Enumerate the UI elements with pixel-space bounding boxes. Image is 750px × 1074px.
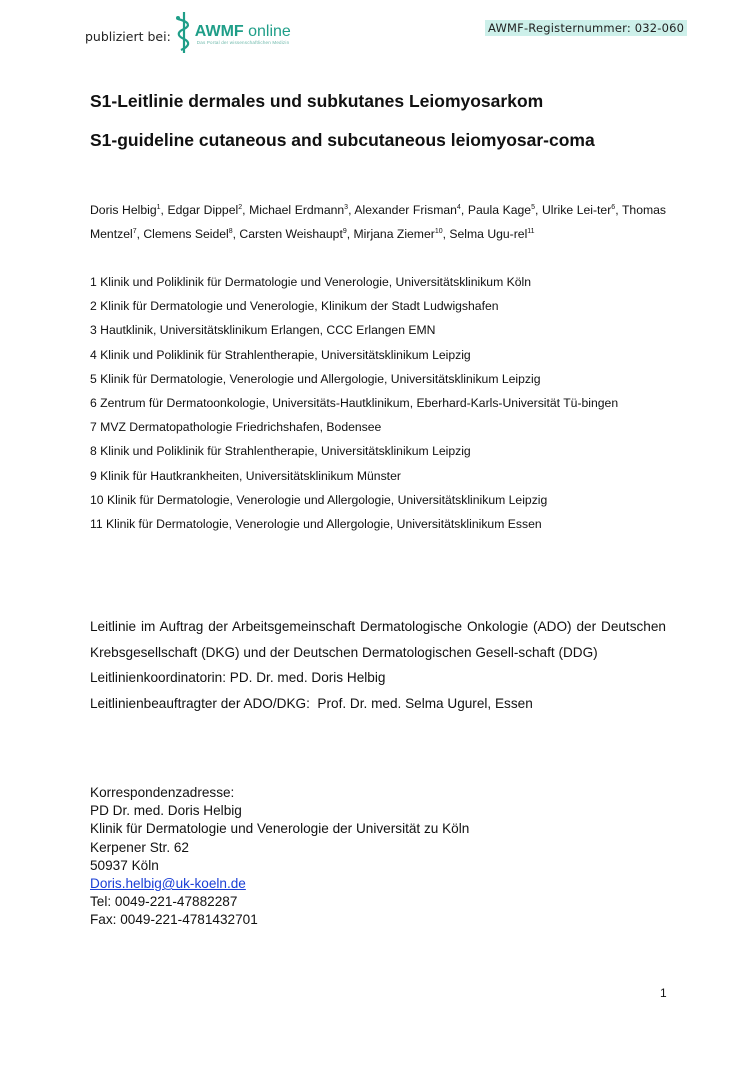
author: Ulrike Lei-ter$^6$ [541, 203, 616, 217]
author: Alexander Frisman$^4$ [354, 203, 461, 217]
contact-street: Kerpener Str. 62 [90, 839, 189, 855]
affiliation-item: 7 MVZ Dermatopathologie Friedrichshafen, Bodensee [90, 420, 382, 435]
published-label: publiziert bei: [85, 28, 171, 44]
contact-fax: Fax: 0049-221-4781432701 [90, 912, 258, 928]
affiliation-item: 3 Hautklinik, Universitätsklinikum Erlangen, CCC Erlangen EMN [90, 323, 436, 338]
affiliation-item: 11 Klinik für Dermatologie, Venerologie und Allergologie, Universitätsklinikum Essen [90, 517, 542, 532]
mandate-coordinator: Leitlinienkoordinatorin: PD. Dr. med. Doris Helbig [90, 670, 386, 685]
author: Paula Kage$^5$ [467, 203, 535, 217]
contact-city: 50937 Köln [90, 857, 159, 873]
author: Doris Helbig$^1$ [90, 203, 161, 217]
affiliation-item: 4 Klinik und Poliklinik für Strahlentherapie, Universitätsklinikum Leipzig [90, 347, 471, 362]
email-link[interactable]: Doris.helbig@uk-koeln.de [90, 876, 246, 892]
contact-tel: Tel: 0049-221-47882287 [90, 894, 238, 910]
author: Michael Erdmann$^3$ [249, 203, 349, 217]
affiliation-item: 1 Klinik und Poliklinik für Dermatologie und Venerologie, Universitätsklinikum Köln [90, 275, 531, 289]
contact-institution: Klinik für Dermatologie und Venerologie der Universität zu Köln [90, 821, 470, 837]
mandate-commission: Leitlinie im Auftrag der Arbeitsgemeinschaft Dermatologische Onkologie (ADO) der Deutschen Krebsgesellschaft (DKG) und der Deutschen Dermatologischen Gesell-schaft (DDG) [90, 619, 666, 660]
affiliation-item: 9 Klinik für Hautkrankheiten, Universitätsklinikum Münster [90, 468, 401, 483]
register-number: AWMF-Registernummer: 032-060 [485, 20, 687, 36]
caduceus-icon [173, 10, 195, 59]
contact-name: PD Dr. med. Doris Helbig [90, 803, 242, 819]
mandate-representative: Leitlinienbeauftragter der ADO/DKG: Prof. Dr. med. Selma Ugurel, Essen [90, 695, 533, 711]
awmf-logo [173, 10, 291, 59]
logo-tagline: Das Portal der wissenschaftlichen Medizin [196, 39, 290, 45]
affiliation-item: 6 Zentrum für Dermatoonkologie, Universitäts-Hautklinikum, Eberhard-Karls-Universität Tü-bingen [90, 396, 619, 411]
author: Edgar Dippel$^2$ [167, 203, 243, 217]
affiliation-item: 8 Klinik und Poliklinik für Strahlentherapie, Universitätsklinikum Leipzig [90, 444, 471, 459]
author: Clemens Seidel$^8$ [143, 227, 233, 242]
publisher-header [85, 12, 291, 56]
page-number: 1 [660, 986, 667, 1000]
affiliation-item: 10 Klinik für Dermatologie, Venerologie und Allergologie, Universitätsklinikum Leipzig [90, 492, 548, 507]
author: Mirjana Ziemer$^{10}$ [353, 227, 443, 242]
author-list: Doris Helbig$^1$, Edgar Dippel$^2$, Michael Erdmann$^3$, Alexander Frisman$^4$, Paula Kage$^5$, Ulrike Lei-ter$^6$, Thomas Mentzel$^7$, Clemens Seidel$^8$, Carsten Weishaupt$^9$, Mirjana Ziemer$^{10}$, Selma Ugu-rel$^{11}$ [90, 203, 666, 242]
correspondence-block [90, 784, 469, 930]
affiliation-item: 2 Klinik für Dermatologie und Venerologie, Klinikum der Stadt Ludwigshafen [90, 299, 499, 314]
affiliation-list [90, 270, 666, 536]
title-german: S1-Leitlinie dermales und subkutanes Leiomyosarkom [90, 91, 544, 111]
author: Carsten Weishaupt$^9$ [239, 227, 347, 242]
logo-name: AWMF online [194, 22, 291, 40]
affiliation-item: 5 Klinik für Dermatologie, Venerologie und Allergologie, Universitätsklinikum Leipzig [90, 371, 541, 386]
mandate-block [90, 614, 666, 716]
author: Selma Ugu-rel$^{11}$ [449, 227, 535, 242]
contact-heading: Korrespondenzadresse: [90, 785, 235, 800]
title-english: S1-guideline cutaneous and subcutaneous leiomyosar-coma [90, 130, 595, 150]
author: Thomas Mentzel$^7$ [90, 203, 666, 242]
